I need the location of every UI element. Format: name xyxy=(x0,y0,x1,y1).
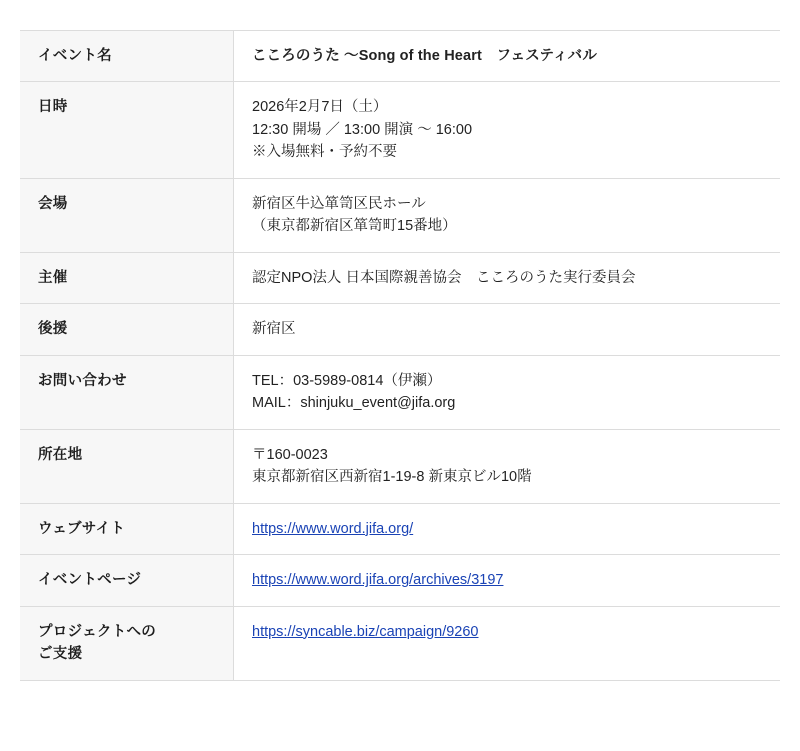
text-line: MAIL：shinjuku_event@jifa.org xyxy=(252,395,456,412)
table-row xyxy=(20,82,780,178)
row-value-event-page xyxy=(234,555,781,606)
row-label-contact: お問い合わせ xyxy=(20,355,234,429)
text-line: ※入場無料・予約不要 xyxy=(252,144,397,161)
row-value-website xyxy=(234,503,781,554)
text-line: ご支援 xyxy=(38,646,83,663)
table-row xyxy=(20,429,780,503)
text-line: 認定NPO法人 日本国際親善協会 こころのうた実行委員会 xyxy=(252,269,636,286)
event-page-link[interactable]: https://www.word.jifa.org/archives/3197 xyxy=(252,572,504,589)
row-value-event-name xyxy=(234,31,781,82)
table-row xyxy=(20,606,780,680)
row-label-address: 所在地 xyxy=(20,429,234,503)
row-value-host xyxy=(234,252,781,303)
row-label-donation xyxy=(20,606,234,680)
row-label-website: ウェブサイト xyxy=(20,503,234,554)
row-value-datetime xyxy=(234,82,781,178)
text-line: 2026年2月7日（土） xyxy=(252,99,388,116)
donation-link[interactable]: https://syncable.biz/campaign/9260 xyxy=(252,623,479,640)
website-link[interactable]: https://www.word.jifa.org/ xyxy=(252,520,414,537)
event-info-table xyxy=(20,30,780,681)
row-label-host: 主催 xyxy=(20,252,234,303)
text-line: TEL：03-5989-0814（伊瀬） xyxy=(252,372,442,389)
text-line: 東京都新宿区西新宿1-19-8 新東京ビル10階 xyxy=(252,469,532,486)
text-line: プロジェクトへの xyxy=(38,623,157,640)
row-value-donation xyxy=(234,606,781,680)
text-line: 新宿区牛込箪笥区民ホール xyxy=(252,195,426,212)
row-label-venue: 会場 xyxy=(20,178,234,252)
text-line: こころのうた 〜Song of the Heart フェスティバル xyxy=(252,48,597,64)
text-line: 〒160-0023 xyxy=(252,446,328,463)
row-label-support: 後援 xyxy=(20,304,234,355)
table-row xyxy=(20,304,780,355)
row-label-event-page: イベントページ xyxy=(20,555,234,606)
table-row xyxy=(20,555,780,606)
text-line: （東京都新宿区箪笥町15番地） xyxy=(252,218,457,235)
row-value-venue xyxy=(234,178,781,252)
text-line: 新宿区 xyxy=(252,321,296,338)
row-value-support xyxy=(234,304,781,355)
event-info-table-wrapper xyxy=(20,30,780,681)
table-row xyxy=(20,252,780,303)
row-label-event-name: イベント名 xyxy=(20,31,234,82)
row-value-contact xyxy=(234,355,781,429)
table-row xyxy=(20,355,780,429)
table-row xyxy=(20,503,780,554)
row-value-address xyxy=(234,429,781,503)
row-label-datetime: 日時 xyxy=(20,82,234,178)
table-row xyxy=(20,178,780,252)
text-line: 12:30 開場 ／ 13:00 開演 〜 16:00 xyxy=(252,121,473,138)
table-row xyxy=(20,31,780,82)
